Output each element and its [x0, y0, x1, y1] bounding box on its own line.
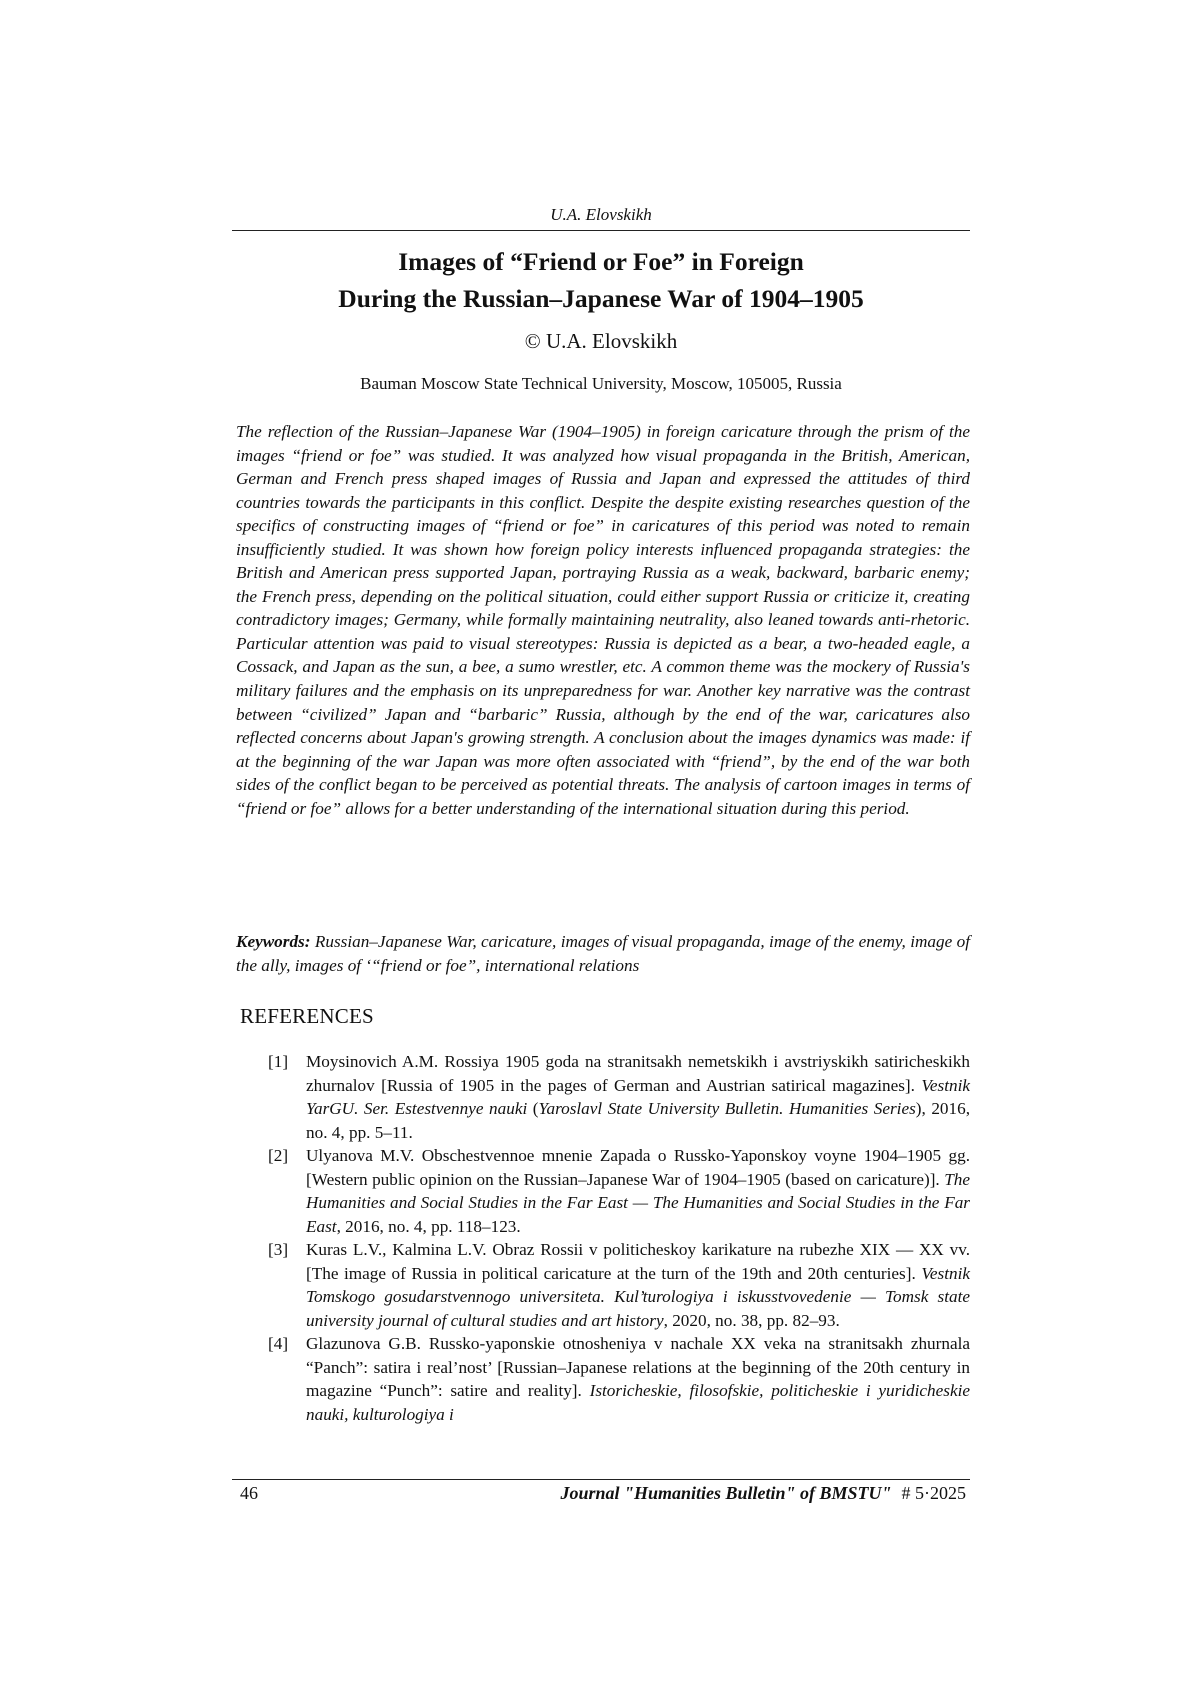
ref-plain: Kuras L.V., Kalmina L.V. Obraz Rossii v politicheskoy karikature na rubezhe XIX — XX vv. [The image of Russia in political caricature at the turn of the 19th and 20th centuries]. — [306, 1240, 970, 1283]
ref-plain: Glazunova G.B. Russko-yaponskie otnosheniya v nachale XX veka na stranitsakh zhurnala “Panch”: satira i real’nost’ [Russian–Japanese relations at the beginning of the 20th century in magazine “Punch”: satire and reality]. — [306, 1334, 970, 1400]
reference-text — [306, 1146, 970, 1236]
ref-source: Istoricheskie, filosofskie, politicheskie i yuridicheskie nauki, kulturologiya i — [306, 1381, 970, 1424]
journal-issue: # 5·2025 — [901, 1483, 966, 1503]
reference-item — [268, 1050, 970, 1144]
footer-rule — [232, 1479, 970, 1480]
running-head: U.A. Elovskikh — [550, 205, 652, 224]
reference-number: [4] — [268, 1334, 289, 1353]
journal-title: Journal "Humanities Bulletin" of BMSTU" — [560, 1483, 892, 1503]
keywords — [236, 930, 970, 977]
ref-source: Vestnik YarGU. Ser. Estestvennye nauki — [306, 1075, 970, 1118]
ref-source: Vestnik Tomskogo gosudarstvennogo universiteta. Kul’turologiya i iskusstvovedenie — Tomsk state university journal of cultural studies and art history — [306, 1263, 970, 1330]
keywords-text: Russian–Japanese War, caricature, images of visual propaganda, image of the enemy, image of the ally, images of ‘“friend or foe”, international relations — [236, 932, 970, 975]
references-heading: REFERENCES — [240, 1004, 374, 1028]
ref-plain: ), 2016, no. 4, pp. 5–11. — [306, 1099, 970, 1142]
author-byline: © U.A. Elovskikh — [524, 329, 678, 353]
ref-source: The Humanities and Social Studies in the Far East — The Humanities and Social Studies in the Far East — [306, 1169, 970, 1236]
reference-list — [268, 1050, 970, 1426]
title-line-1: Images of “Friend or Foe” in Foreign — [398, 247, 804, 276]
reference-text — [306, 1052, 970, 1142]
reference-item — [268, 1238, 970, 1332]
reference-number: [2] — [268, 1146, 289, 1165]
article-title — [232, 243, 970, 317]
author-affiliation: Bauman Moscow State Technical University, Moscow, 105005, Russia — [360, 374, 842, 393]
title-line-2: During the Russian–Japanese War of 1904–1905 — [338, 284, 864, 313]
reference-item — [268, 1332, 970, 1426]
reference-number: [1] — [268, 1052, 289, 1071]
reference-number: [3] — [268, 1240, 289, 1259]
abstract: The reflection of the Russian–Japanese War (1904–1905) in foreign caricature through the prism of the images “friend or foe” was studied. It was analyzed how visual propaganda in the British, American, German and French press shaped images of Russia and Japan and expressed the attitudes of third countries towards the participants in this conflict. Despite the despite existing researches question of the specifics of constructing images of “friend or foe” in caricatures of this period was noted to remain insufficiently studied. It was shown how foreign policy interests influenced propaganda strategies: the British and American press supported Japan, portraying Russia as a weak, backward, barbaric enemy; the French press, depending on the political situation, could either support Russia or criticize it, creating contradictory images; Germany, while formally maintaining neutrality, also leaned towards anti-rhetoric. Particular attention was paid to visual stereotypes: Russia is depicted as a bear, a two-headed eagle, a Cossack, and Japan as the sun, a bee, a sumo wrestler, etc. A common theme was the mockery of Russia's military failures and the emphasis on its unpreparedness for war. Another key narrative was the contrast between “civilized” Japan and “barbaric” Russia, although by the end of the war, caricatures also reflected concerns about Japan's growing strength. A conclusion about the images dynamics was made: if at the beginning of the war Japan was more often associated with “friend”, by the end of the war both sides of the conflict began to be perceived as potential threats. The analysis of cartoon images in terms of “friend or foe” allows for a better understanding of the international situation during this period. — [236, 422, 970, 818]
ref-plain: ( — [527, 1099, 539, 1118]
reference-text — [306, 1240, 970, 1330]
journal-footer — [560, 1483, 966, 1504]
ref-plain: , 2016, no. 4, pp. 118–123. — [336, 1216, 521, 1236]
reference-item — [268, 1144, 970, 1238]
header-rule — [232, 230, 970, 231]
reference-text — [306, 1334, 970, 1424]
page-number: 46 — [240, 1483, 258, 1503]
ref-plain: Moysinovich A.M. Rossiya 1905 goda na stranitsakh nemetskikh i avstriyskikh satiricheskikh zhurnalov [Russia of 1905 in the pages of German and Austrian satirical magazines]. — [306, 1052, 970, 1095]
ref-plain: , 2020, no. 38, pp. 82–93. — [663, 1310, 840, 1330]
ref-source-translation: Yaroslavl State University Bulletin. Humanities Series — [538, 1099, 916, 1118]
article-page — [232, 0, 970, 1698]
ref-plain: Ulyanova M.V. Obschestvennoe mnenie Zapada o Russko-Yaponskoy voyne 1904–1905 gg. [Western public opinion on the Russian–Japanese War of 1904–1905 (based on caricature)]. — [306, 1146, 970, 1189]
keywords-label: Keywords: — [236, 932, 311, 951]
